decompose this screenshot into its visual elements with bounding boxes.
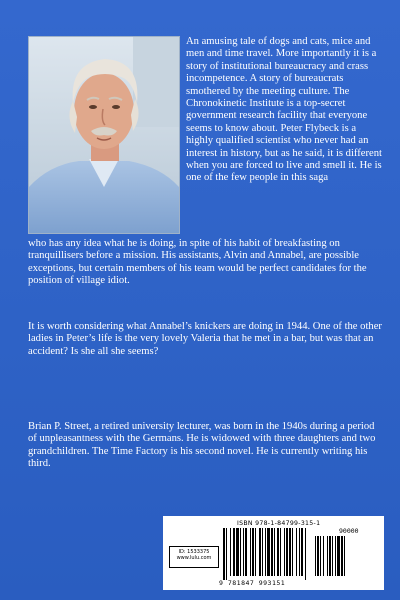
- barcode-bar: [252, 528, 254, 576]
- barcode-bar: [230, 528, 231, 576]
- barcode-addon-bar: [329, 536, 331, 576]
- barcode-addon-bar: [320, 536, 321, 576]
- barcode-bar: [245, 528, 247, 576]
- barcode-addon-bar: [344, 536, 345, 576]
- barcode-bar: [265, 528, 266, 576]
- author-bio: Brian P. Street, a retired university lecturer, was born in the 1940s during a period of unpleasantness with the Germans. He is widowed with three daughters and two grandchildren. The Time Factory is his second novel. He is currently writing his third.: [28, 421, 376, 470]
- barcode-addon-bar: [332, 536, 333, 576]
- isbn-label: ISBN 978-1-84799-315-1: [237, 520, 321, 527]
- barcode-addon-bar: [315, 536, 316, 576]
- barcode-bar: [286, 528, 288, 576]
- lulu-site: www.lulu.com: [176, 555, 212, 561]
- barcode-addon-bar: [341, 536, 343, 576]
- barcode-bar: [267, 528, 270, 576]
- barcode-bar: [280, 528, 281, 576]
- blurb-continued: who has any idea what he is doing, in spite of his habit of breakfasting on tranquillisers before a mission. His assistants, Alvin and Annabel, are possible exceptions, but certain members of his team would be perfect candidates for the position of village idiot.: [28, 238, 367, 287]
- barcode-bar: [274, 528, 275, 576]
- barcode-bar: [259, 528, 261, 576]
- barcode-addon-bar: [337, 536, 340, 576]
- barcode-bar: [255, 528, 256, 576]
- barcode-bar: [289, 528, 291, 576]
- barcode-bar: [277, 528, 279, 576]
- barcode-bar: [243, 528, 244, 576]
- barcode-digits: 9 781847 993151: [219, 579, 286, 587]
- barcode-bar: [226, 528, 227, 580]
- barcode-bar: [284, 528, 285, 576]
- barcode-bar: [250, 528, 251, 576]
- barcode-addon-bar: [317, 536, 319, 576]
- barcode-panel: [163, 516, 384, 590]
- barcode-bar: [240, 528, 241, 576]
- price-addon-digits: 90000: [339, 527, 359, 535]
- barcode-bar: [262, 528, 263, 576]
- barcode-bar: [223, 528, 225, 580]
- barcode-bar: [299, 528, 300, 576]
- lulu-id: ID: 1533375: [178, 549, 210, 555]
- barcode-bar: [271, 528, 273, 576]
- barcode-bar: [236, 528, 239, 576]
- lulu-sticker: [169, 546, 219, 568]
- barcode-bar: [305, 528, 306, 580]
- blurb-paragraph-2: It is worth considering what Annabel’s knickers are doing in 1944. One of the other ladies in Peter’s life is the very lovely Valeria that he met in a bar, but was that an accident? Is she all she seems?: [28, 321, 382, 357]
- barcode-icon: [223, 528, 379, 580]
- barcode-addon-bar: [335, 536, 336, 576]
- barcode-bar: [296, 528, 297, 576]
- barcode-addon-bar: [327, 536, 328, 576]
- author-photo: [28, 36, 180, 234]
- barcode-bar: [292, 528, 293, 576]
- blurb-top: An amusing tale of dogs and cats, mice and men and time travel. More importantly it is a story of institutional bureaucracy and crass incompetence. A story of bureaucrats smothered by the meeting culture. The Chronokinetic Institute is a top-secret government research facility that everyone seems to know about. Peter Flybeck is a highly qualified scientist who never had an interest in history, but as he said, it is different when you are forced to live and smell it. He is one of the few people in this saga: [186, 36, 382, 184]
- barcode-bar: [233, 528, 235, 576]
- barcode-addon-bar: [323, 536, 324, 576]
- barcode-bar: [301, 528, 303, 576]
